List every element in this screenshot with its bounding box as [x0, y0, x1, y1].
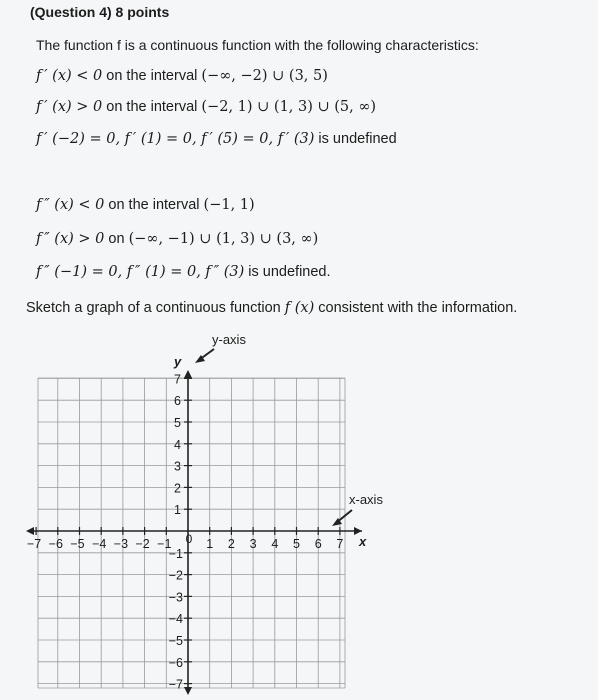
fprime-lhs-1: f ′ (x) < 0	[36, 68, 103, 84]
x-tick-label: 3	[249, 537, 257, 551]
fprime-mid-3: is undefined	[314, 131, 397, 147]
intro-text: The function f is a continuous function with the following characteristics:	[36, 37, 479, 53]
sketch-after: consistent with the information.	[314, 300, 518, 316]
x-axis-callout: x-axis	[349, 492, 383, 507]
x-tick-label: −3	[113, 537, 129, 551]
fprime-lhs-2: f ′ (x) > 0	[36, 99, 103, 115]
fdouble-lhs-2: f ″ (x) > 0	[36, 231, 105, 247]
fprime-rhs-1: (−∞, −2) ∪ (3, 5)	[201, 68, 328, 84]
y-axis-callout: y-axis	[212, 332, 246, 347]
y-tick-label: −2	[168, 568, 183, 583]
y-tick-label: 4	[174, 437, 181, 452]
x-tick-label: −2	[135, 537, 150, 551]
axes	[26, 370, 362, 695]
x-tick-label: −7	[26, 537, 42, 551]
fprime-mid-2: on the interval	[102, 99, 202, 115]
fprime-lhs-3: f ′ (−2) = 0, f ′ (1) = 0, f ′ (5) = 0, f ′ (3)	[36, 131, 315, 147]
y-axis-arrow-down	[184, 687, 192, 695]
x-tick-label: 6	[314, 537, 322, 551]
fprime-mid-1: on the interval	[102, 68, 202, 84]
x-tick-label: −6	[48, 537, 63, 551]
x-axis-letter: x	[359, 534, 367, 549]
x-tick-label: 4	[271, 537, 279, 551]
x-tick-label: −5	[70, 537, 85, 551]
y-tick-label: −3	[168, 590, 183, 605]
question-header: (Question 4) 8 points	[30, 4, 170, 20]
y-axis-letter: y	[174, 354, 182, 369]
axis-callouts	[173, 332, 383, 549]
x-tick-label: 7	[336, 537, 344, 551]
fdouble-rhs-1: (−1, 1)	[203, 197, 255, 213]
y-tick-label: 6	[174, 394, 181, 409]
y-axis-arrow-up	[184, 370, 192, 378]
x-axis-arrow-left	[26, 527, 34, 535]
x-tick-label: −1	[157, 537, 172, 551]
fprime-rhs-2: (−2, 1) ∪ (1, 3) ∪ (5, ∞)	[201, 99, 377, 115]
y-tick-label: 5	[174, 416, 181, 430]
fdouble-mid-2: on	[104, 231, 129, 247]
sketch-func: f (x)	[284, 300, 315, 316]
sketch-before: Sketch a graph of a continuous function	[26, 300, 285, 316]
x-tick-label: −4	[92, 537, 107, 551]
fdouble-mid-1: on the interval	[104, 197, 204, 213]
origin-label: 0	[185, 532, 193, 546]
x-tick-label: 5	[293, 537, 300, 551]
y-tick-label: −6	[168, 655, 183, 670]
x-tick-label: 1	[206, 537, 214, 551]
x-tick-label: 2	[227, 537, 235, 551]
y-tick-label: 1	[174, 503, 181, 518]
y-tick-label: −7	[168, 677, 183, 692]
y-tick-label: 3	[174, 459, 181, 474]
fdouble-rhs-2: (−∞, −1) ∪ (1, 3) ∪ (3, ∞)	[128, 231, 319, 247]
y-tick-label: −4	[168, 612, 183, 627]
y-tick-label: 7	[174, 372, 181, 387]
y-tick-label: 2	[174, 481, 181, 496]
fdouble-lhs-3: f ″ (−1) = 0, f ″ (1) = 0, f ″ (3)	[36, 264, 245, 280]
y-tick-label: −1	[168, 546, 183, 561]
fdouble-lhs-1: f ″ (x) < 0	[36, 197, 105, 213]
y-tick-label: −5	[168, 634, 183, 648]
fdouble-mid-3: is undefined.	[244, 264, 331, 280]
